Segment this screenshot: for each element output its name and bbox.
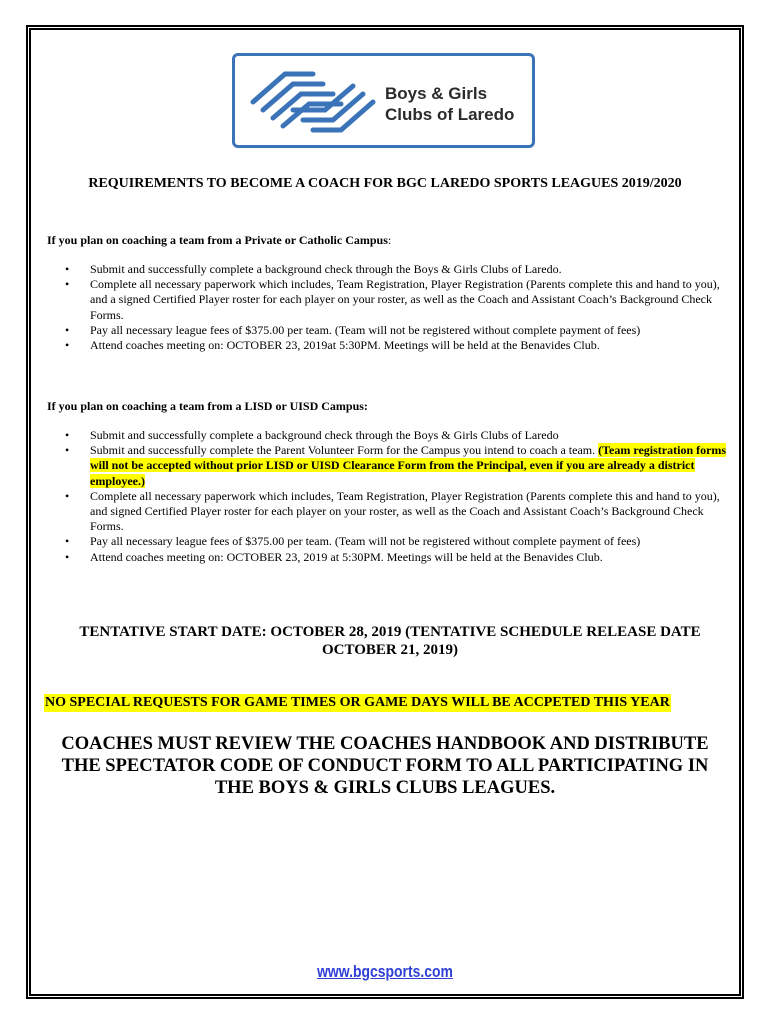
list-item: • Complete all necessary paperwork which includes, Team Registration, Player Registration (Parents complete this and hand to you), and signed Certified Player roster for each player on your roster, as well as the Coach and Assistant Coach’s Background Check Forms. (62, 489, 728, 535)
list-item: • Pay all necessary league fees of $375.00 per team. (Team will not be registered without complete payment of fees) (62, 534, 728, 549)
document-title: REQUIREMENTS TO BECOME A COACH FOR BGC LAREDO SPORTS LEAGUES 2019/2020 (88, 176, 682, 191)
bgc-logo (232, 53, 535, 148)
list-item (62, 443, 728, 489)
hands-logo-icon (245, 62, 380, 142)
no-special-requests-notice: NO SPECIAL REQUESTS FOR GAME TIMES OR GAME DAYS WILL BE ACCPETED THIS YEAR (45, 695, 670, 710)
tentative-start-date: TENTATIVE START DATE: OCTOBER 28, 2019 (TENTATIVE SCHEDULE RELEASE DATE OCTOBER 21, 2019) (79, 624, 701, 658)
clearance-warning-highlight: (Team registration forms will not be accepted without prior LISD or UISD Clearance Form from the Principal, even if you are already a district employee.) (90, 443, 727, 488)
list-item: • Pay all necessary league fees of $375.00 per team. (Team will not be registered without complete payment of fees) (62, 323, 728, 338)
public-campus-heading: If you plan on coaching a team from a LISD or UISD Campus: (47, 399, 368, 413)
private-requirements-list (62, 262, 728, 353)
logo-wordmark (385, 83, 530, 125)
logo-line-1: Boys & Girls (385, 84, 488, 103)
logo-line-2: Clubs of Laredo (385, 105, 515, 124)
website-link[interactable]: www.bgcsports.com (317, 962, 453, 981)
private-campus-heading (47, 233, 391, 248)
private-heading-colon: : (387, 233, 392, 247)
list-item: • Submit and successfully complete a background check through the Boys & Girls Clubs of Laredo. (62, 262, 728, 277)
coaches-handbook-notice: COACHES MUST REVIEW THE COACHES HANDBOOK AND DISTRIBUTE THE SPECTATOR CODE OF CONDUCT FORM TO ALL PARTICIPATING IN THE BOYS & GIRLS CLUBS LEAGUES. (61, 734, 709, 798)
parent-volunteer-text: Submit and successfully complete the Parent Volunteer Form for the Campus you intend to coach a team. (90, 443, 599, 458)
list-item: • Submit and successfully complete a background check through the Boys & Girls Clubs of Laredo (62, 428, 728, 443)
private-heading-text: If you plan on coaching a team from a Private or Catholic Campus (47, 233, 388, 247)
list-item: • Attend coaches meeting on: OCTOBER 23, 2019 at 5:30PM. Meetings will be held at the Benavides Club. (62, 550, 728, 565)
public-requirements-list (62, 428, 728, 565)
list-item: • Complete all necessary paperwork which includes, Team Registration, Player Registration (Parents complete this and hand to you), and a signed Certified Player roster for each player on your roster, as well as the Coach and Assistant Coach’s Background Check Forms. (62, 277, 728, 323)
list-item: • Attend coaches meeting on: OCTOBER 23, 2019at 5:30PM. Meetings will be held at the Benavides Club. (62, 338, 728, 353)
